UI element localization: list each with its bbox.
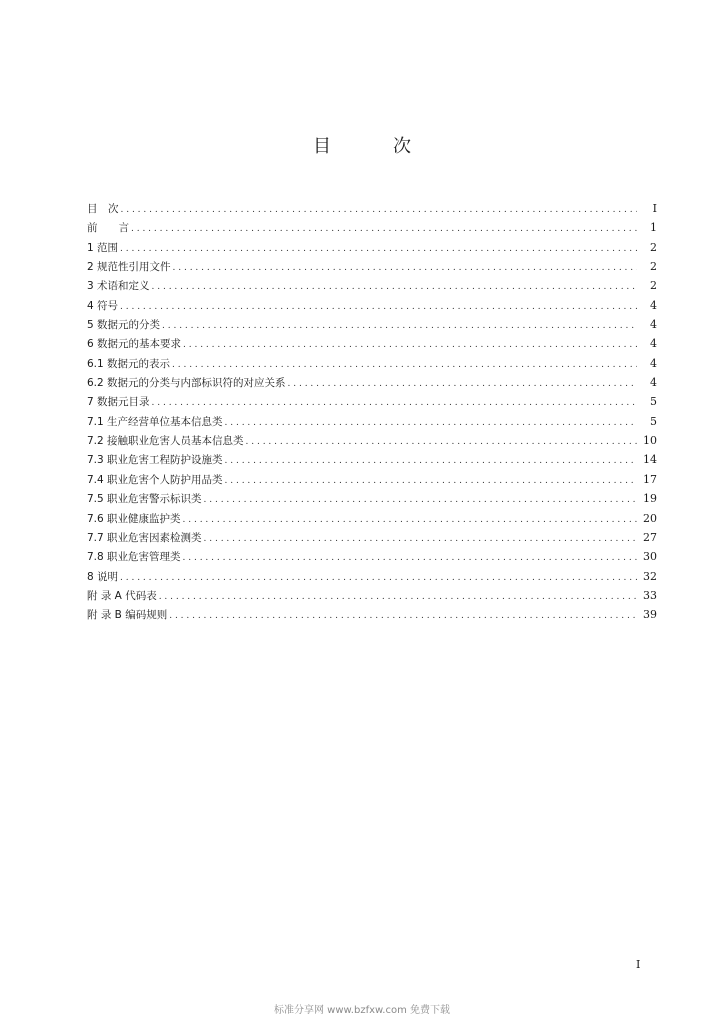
toc-leader-dots: [169, 607, 637, 626]
toc-entry[interactable]: [87, 528, 657, 547]
toc-entry-label: 7 数据元目录: [87, 396, 150, 409]
toc-leader-dots: [225, 472, 637, 491]
toc-entry-label: 7.5 职业危害警示标识类: [87, 493, 202, 506]
toc-entry-page: 39: [643, 608, 657, 622]
toc-leader-dots: [173, 259, 637, 278]
toc-entry-label: 前 言: [87, 222, 129, 235]
toc-entry-page: 4: [650, 298, 657, 312]
toc-entry-page: 20: [643, 511, 657, 525]
toc-entry[interactable]: [87, 509, 657, 528]
toc-leader-dots: [172, 356, 637, 375]
toc-entry[interactable]: [87, 315, 657, 334]
toc-entry-page: 4: [650, 376, 657, 390]
toc-entry-page: 2: [650, 260, 657, 274]
toc-leader-dots: [183, 549, 637, 568]
toc-entry[interactable]: [87, 296, 657, 315]
toc-leader-dots: [162, 317, 637, 336]
toc-leader-dots: [225, 452, 637, 471]
toc-entry-label: 5 数据元的分类: [87, 319, 161, 332]
toc-entry-page: 10: [643, 434, 657, 448]
toc-entry-page: 19: [643, 492, 657, 506]
toc-entry-page: 4: [650, 318, 657, 332]
toc-entry[interactable]: [87, 431, 657, 450]
toc-leader-dots: [159, 588, 637, 607]
toc-entry-label: 6.2 数据元的分类与内部标识符的对应关系: [87, 377, 286, 390]
toc-entry-label: 2 规范性引用文件: [87, 261, 171, 274]
toc-entry-label: 附 录 B 编码规则: [87, 609, 168, 622]
toc-entry-page: 33: [643, 588, 657, 602]
toc-entry-label: 8 说明: [87, 570, 119, 583]
toc-entry[interactable]: [87, 392, 657, 411]
toc-leader-dots: [246, 433, 637, 452]
toc-entry-label: 7.8 职业危害管理类: [87, 551, 181, 564]
toc-leader-dots: [288, 375, 637, 394]
toc-entry-page: 32: [643, 569, 657, 583]
toc-entry-label: 7.6 职业健康监护类: [87, 512, 181, 525]
toc-leader-dots: [183, 511, 637, 530]
toc-entry-label: 1 范围: [87, 241, 119, 254]
toc-entry-label: 3 术语和定义: [87, 280, 150, 293]
toc-entry-label: 7.4 职业危害个人防护用品类: [87, 473, 223, 486]
toc-leader-dots: [120, 298, 637, 317]
toc-entry[interactable]: [87, 470, 657, 489]
toc-entry[interactable]: [87, 412, 657, 431]
toc-entry-label: 6 数据元的基本要求: [87, 338, 182, 351]
toc-leader-dots: [204, 530, 637, 549]
toc-entry[interactable]: [87, 238, 657, 257]
toc-entry[interactable]: [87, 276, 657, 295]
toc-entry[interactable]: [87, 605, 657, 624]
toc-entry-label: 6.1 数据元的表示: [87, 357, 171, 370]
toc-entry[interactable]: [87, 218, 657, 237]
toc-entry[interactable]: [87, 199, 657, 218]
toc-entry-label: 7.3 职业危害工程防护设施类: [87, 454, 223, 467]
toc-entry-label: 7.1 生产经营单位基本信息类: [87, 415, 223, 428]
toc-leader-dots: [121, 201, 638, 220]
toc-entry-page: 4: [650, 356, 657, 370]
toc-entry-page: 2: [650, 240, 657, 254]
toc-entry[interactable]: [87, 586, 657, 605]
toc-leader-dots: [183, 336, 637, 355]
toc-entry[interactable]: [87, 489, 657, 508]
toc-entry-page: 4: [650, 337, 657, 351]
toc-entry-label: 7.7 职业危害因素检测类: [87, 531, 202, 544]
toc-leader-dots: [152, 278, 637, 297]
toc-leader-dots: [131, 220, 637, 239]
table-of-contents: [87, 199, 657, 625]
toc-leader-dots: [152, 394, 637, 413]
page-number: I: [636, 958, 641, 971]
toc-entry-page: I: [652, 202, 657, 215]
toc-entry-page: 14: [643, 453, 657, 467]
toc-entry[interactable]: [87, 334, 657, 353]
toc-leader-dots: [204, 491, 637, 510]
toc-entry-label: 附 录 A 代码表: [87, 589, 157, 602]
toc-entry[interactable]: [87, 354, 657, 373]
toc-entry[interactable]: [87, 257, 657, 276]
toc-entry-page: 1: [650, 221, 657, 235]
toc-entry-page: 30: [643, 550, 657, 564]
toc-entry[interactable]: [87, 567, 657, 586]
toc-leader-dots: [120, 240, 637, 259]
toc-entry-label: 7.2 接触职业危害人员基本信息类: [87, 435, 244, 448]
watermark: 标准分享网 www.bzfxw.com 免费下载: [274, 1005, 450, 1016]
toc-entry-label: 4 符号: [87, 299, 119, 312]
toc-entry-label: 目 次: [87, 203, 119, 215]
toc-entry-page: 5: [650, 414, 657, 428]
page-title: 目 次: [313, 136, 433, 157]
toc-entry-page: 2: [650, 279, 657, 293]
toc-entry[interactable]: [87, 373, 657, 392]
toc-entry-page: 5: [650, 395, 657, 409]
toc-entry-page: 27: [643, 530, 657, 544]
toc-entry-page: 17: [643, 472, 657, 486]
toc-leader-dots: [225, 414, 637, 433]
toc-entry[interactable]: [87, 547, 657, 566]
toc-entry[interactable]: [87, 450, 657, 469]
toc-leader-dots: [120, 569, 637, 588]
